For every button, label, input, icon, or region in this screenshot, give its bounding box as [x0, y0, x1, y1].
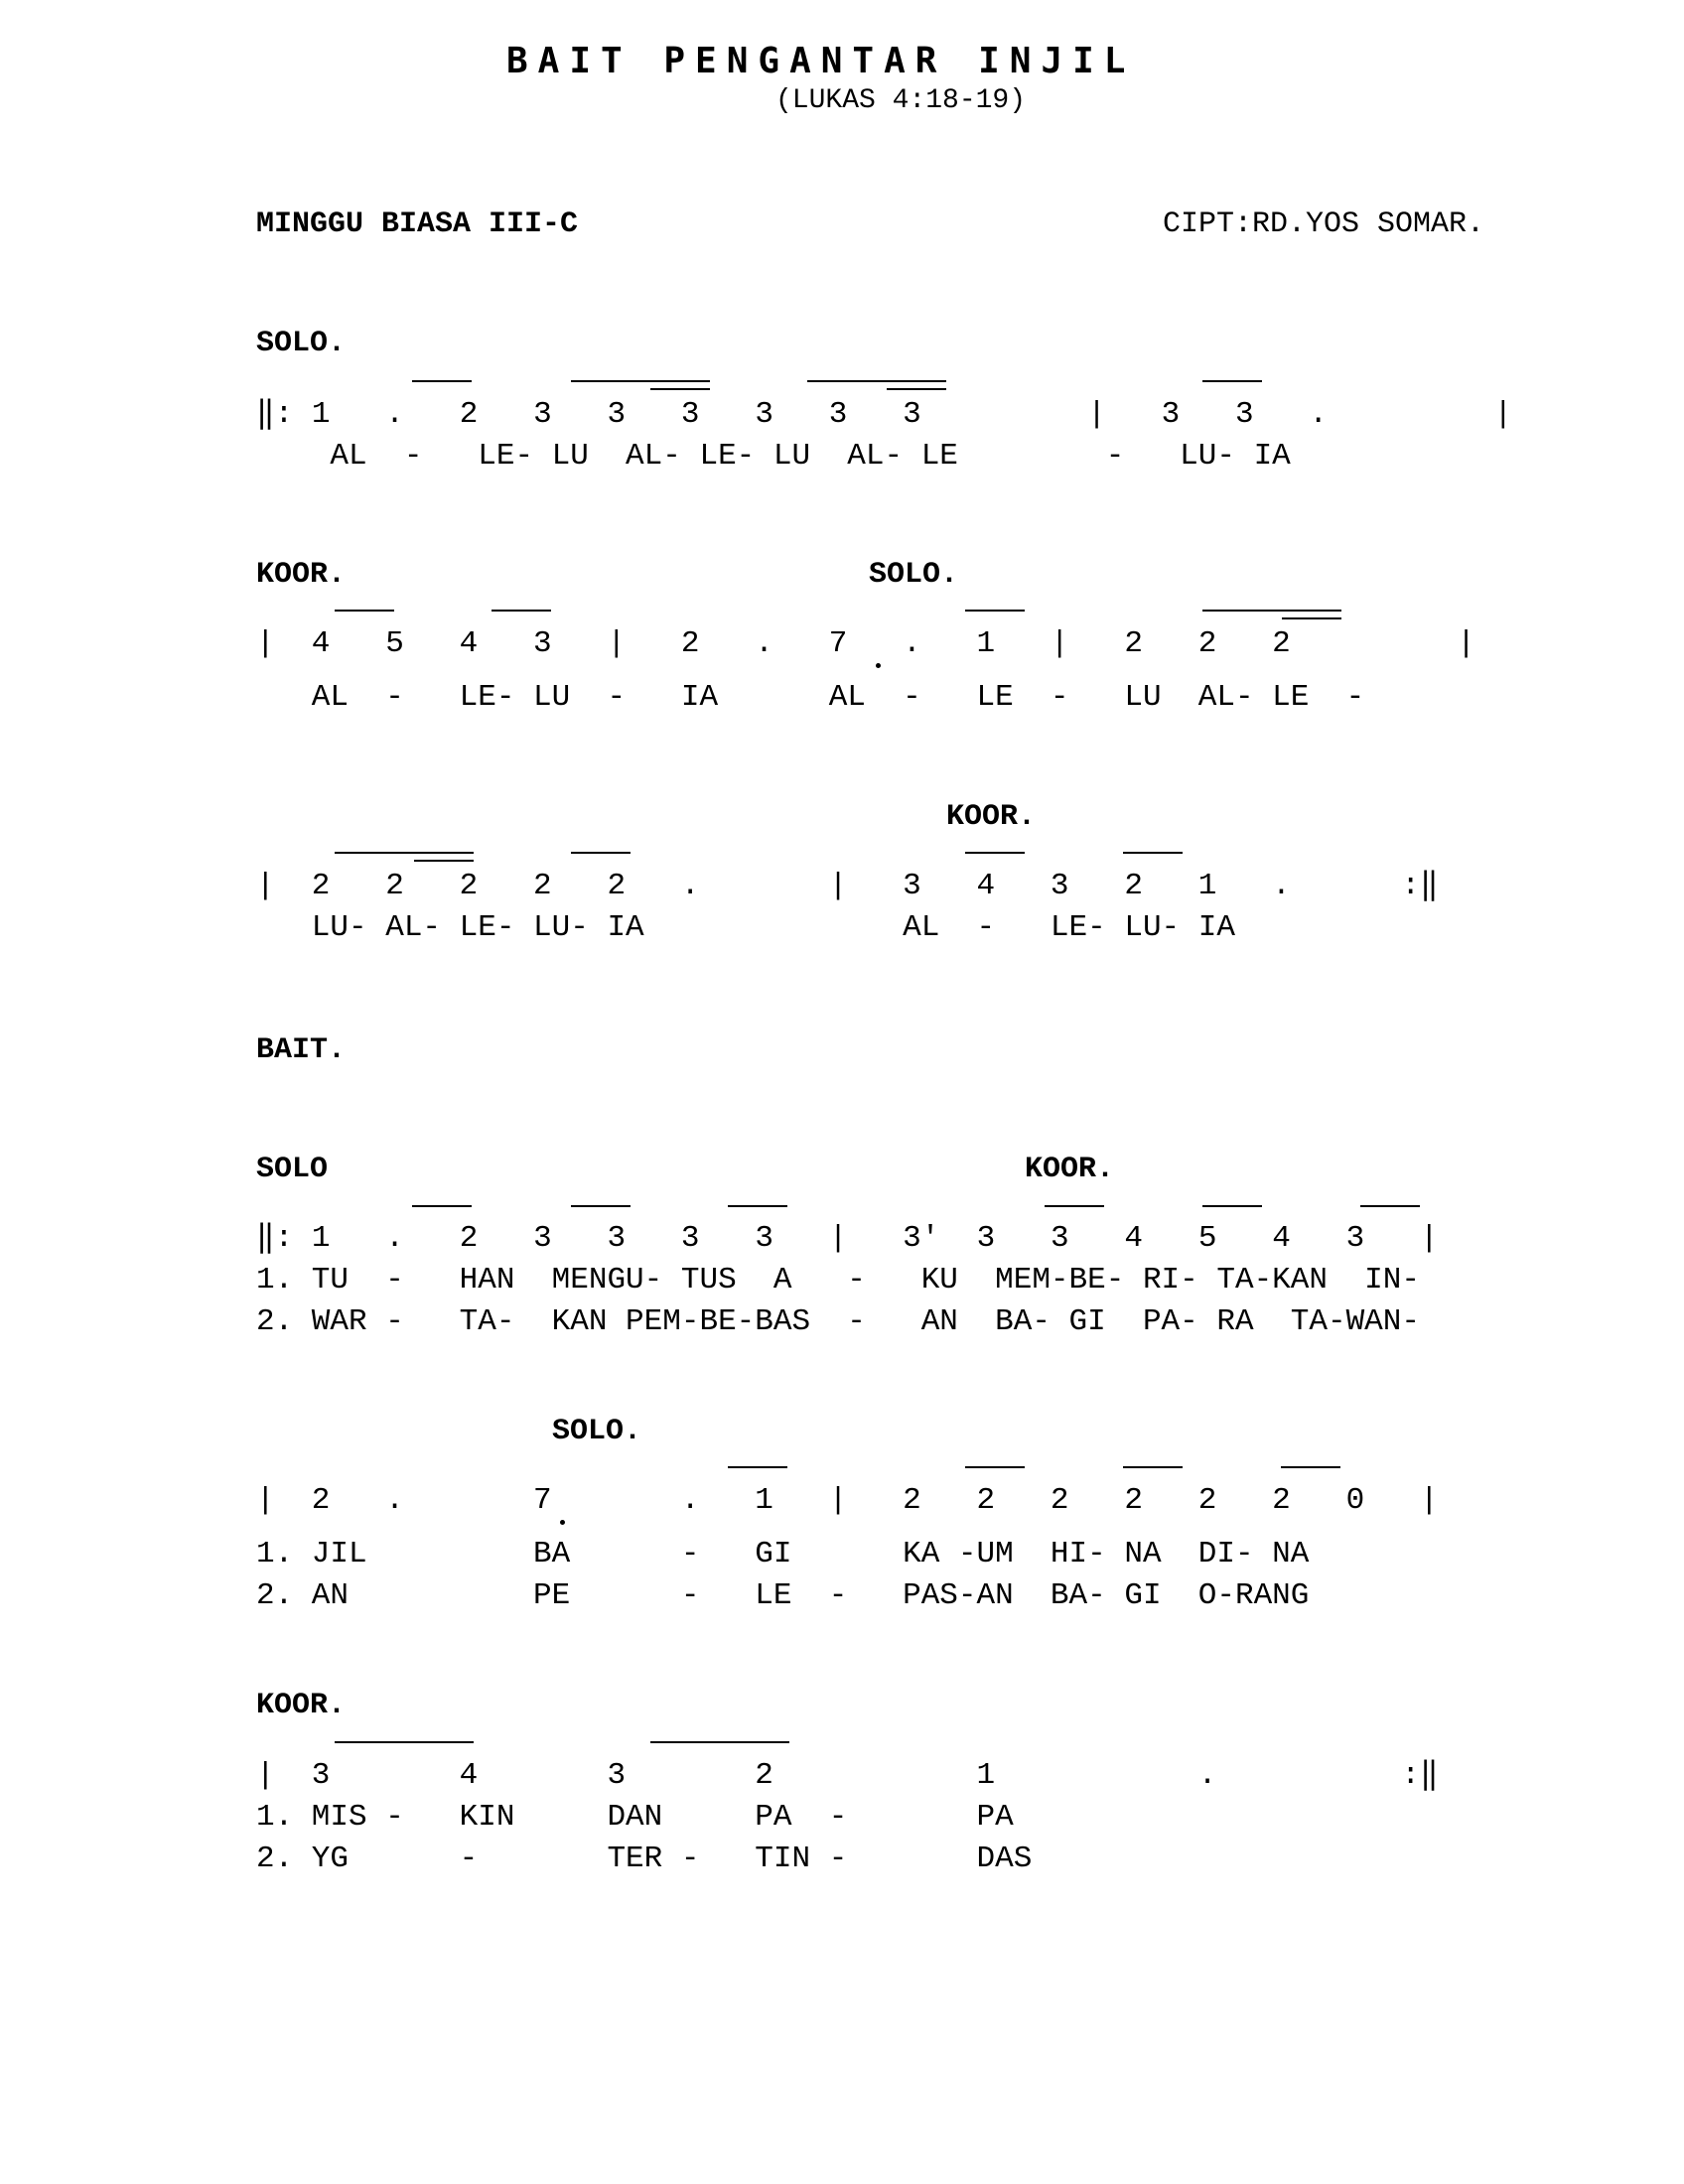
section-label-koor-3: KOOR.: [1025, 1153, 1115, 1186]
beam: [571, 852, 631, 854]
section-label-solo-2: SOLO.: [869, 558, 959, 592]
lyric-line-5-verse-2: 2. AN PE - LE - PAS-AN BA- GI O-RANG: [256, 1578, 1310, 1613]
beam: [1202, 380, 1262, 382]
lyric-line-1: AL - LE- LU AL- LE- LU AL- LE - LU- IA: [256, 439, 1291, 474]
beam: [1123, 1466, 1183, 1468]
lyric-line-4-verse-2: 2. WAR - TA- KAN PEM-BE-BAS - AN BA- GI PA- RA TA-WAN-: [256, 1304, 1420, 1339]
section-label-solo-3: SOLO: [256, 1153, 329, 1186]
beam: [412, 380, 472, 382]
beam: [412, 1205, 472, 1207]
beam: [335, 610, 394, 612]
lyric-line-6-verse-1: 1. MIS - KIN DAN PA - PA: [256, 1800, 1014, 1835]
beam: [414, 860, 474, 862]
lyric-line-2: AL - LE- LU - IA AL - LE - LU AL- LE -: [256, 680, 1365, 715]
lower-octave-dot: [876, 663, 881, 668]
page-title: BAIT PENGANTAR INJIL: [506, 41, 1136, 81]
notation-line-1: ‖: 1 . 2 3 3 3 3 3 3 | 3 3 . |: [256, 397, 1513, 432]
beam: [335, 852, 474, 854]
notation-line-3: | 2 2 2 2 2 . | 3 4 3 2 1 . :‖: [256, 869, 1439, 903]
beam: [571, 1205, 631, 1207]
beam: [1045, 1205, 1104, 1207]
lyric-line-6-verse-2: 2. YG - TER - TIN - DAS: [256, 1842, 1033, 1876]
notation-line-2: | 4 5 4 3 | 2 . 7 . 1 | 2 2 2 |: [256, 626, 1475, 661]
lyric-line-4-verse-1: 1. TU - HAN MENGU- TUS A - KU MEM-BE- RI- TA-KAN IN-: [256, 1263, 1420, 1297]
beam: [1202, 1205, 1262, 1207]
beam: [728, 1466, 787, 1468]
composer-credit: CIPT:RD.YOS SOMAR.: [1163, 207, 1485, 241]
notation-line-4: ‖: 1 . 2 3 3 3 3 | 3' 3 3 4 5 4 3 |: [256, 1221, 1439, 1256]
section-label-solo-1: SOLO.: [256, 327, 347, 360]
section-label-bait: BAIT.: [256, 1033, 347, 1067]
notation-line-5: | 2 . 7 . 1 | 2 2 2 2 2 2 0 |: [256, 1483, 1439, 1518]
beam: [650, 388, 710, 390]
beam: [965, 852, 1025, 854]
beam: [491, 610, 551, 612]
section-label-koor-2: KOOR.: [946, 800, 1037, 834]
section-label-solo-4: SOLO.: [552, 1415, 642, 1448]
occasion-label: MINGGU BIASA III-C: [256, 207, 579, 241]
section-label-koor-4: KOOR.: [256, 1689, 347, 1722]
beam: [1282, 617, 1341, 619]
beam: [1123, 852, 1183, 854]
beam: [571, 380, 710, 382]
beam: [1360, 1205, 1420, 1207]
beam: [728, 1205, 787, 1207]
beam: [335, 1741, 474, 1743]
beam: [965, 1466, 1025, 1468]
lyric-line-5-verse-1: 1. JIL BA - GI KA -UM HI- NA DI- NA: [256, 1537, 1310, 1571]
section-label-koor-1: KOOR.: [256, 558, 347, 592]
notation-line-6: | 3 4 3 2 1 . :‖: [256, 1758, 1439, 1793]
lyric-line-3: LU- AL- LE- LU- IA AL - LE- LU- IA: [256, 910, 1235, 945]
scripture-reference: (LUKAS 4:18-19): [775, 85, 1027, 116]
beam: [1281, 1466, 1340, 1468]
lower-octave-dot: [560, 1520, 565, 1525]
beam: [887, 388, 946, 390]
beam: [650, 1741, 789, 1743]
beam: [965, 610, 1025, 612]
beam: [807, 380, 946, 382]
beam: [1202, 610, 1341, 612]
